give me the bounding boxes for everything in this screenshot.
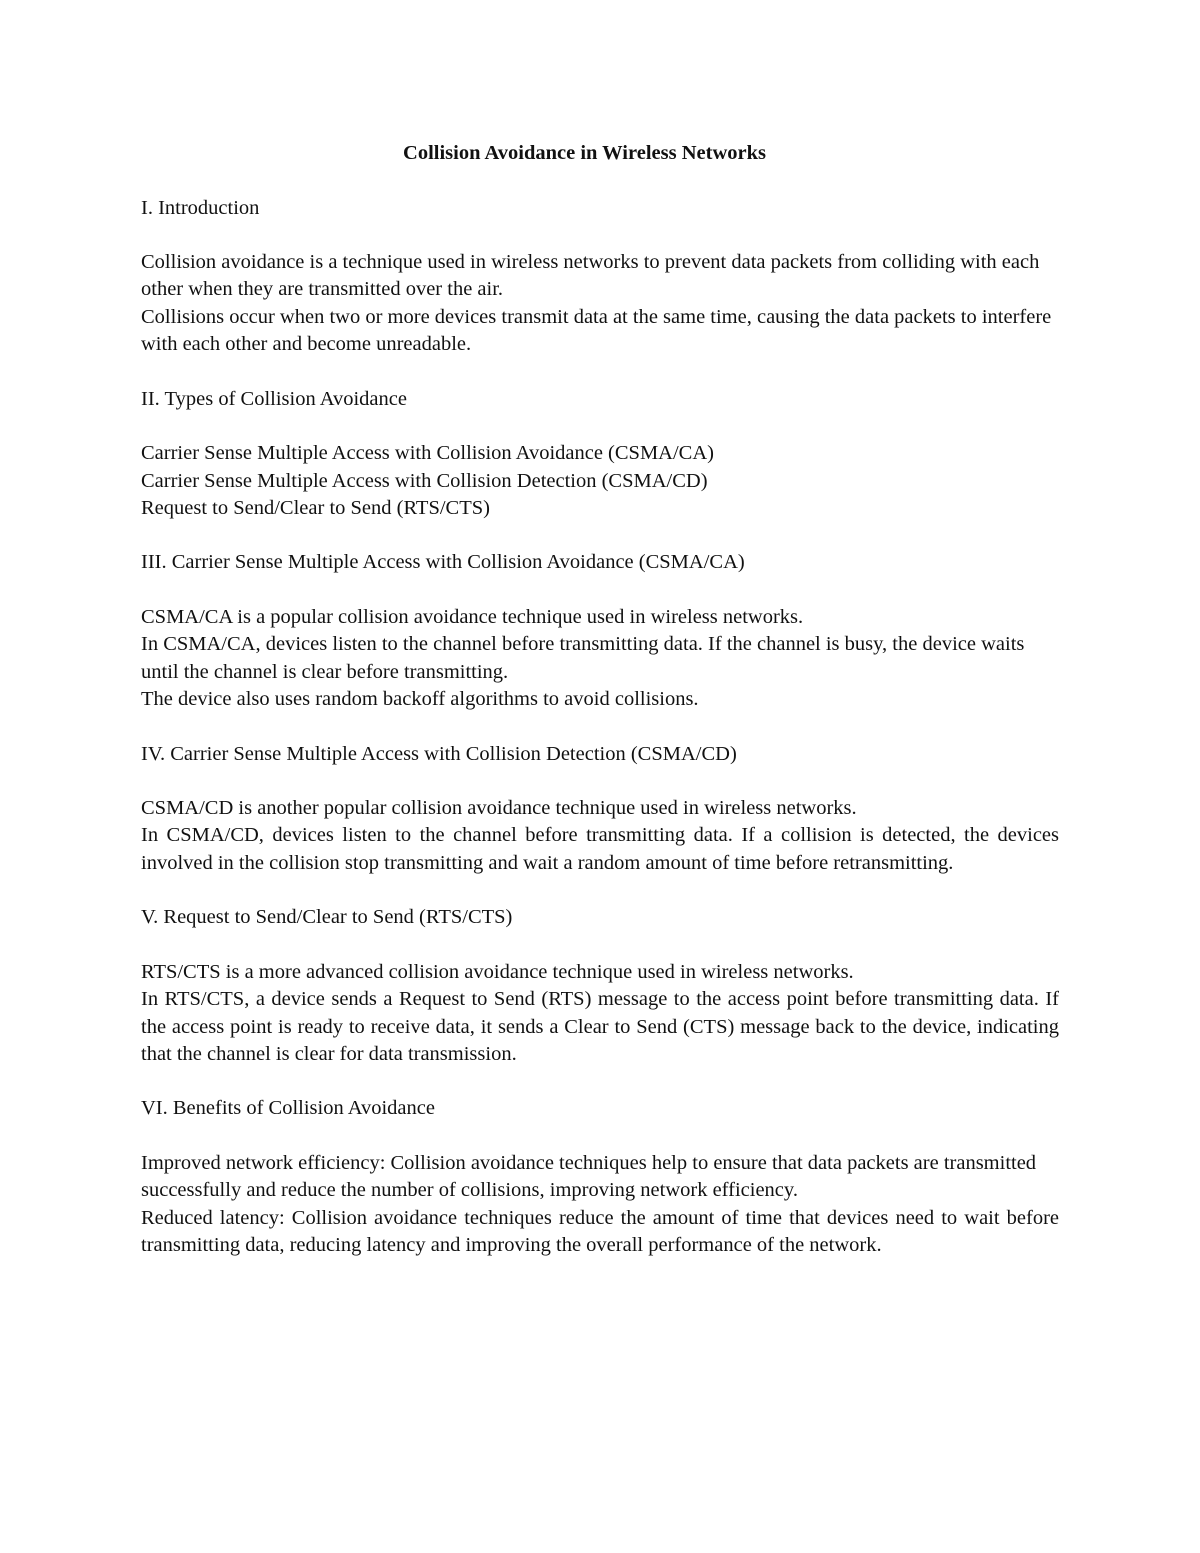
section-body-types (141, 440, 1059, 522)
document-title: Collision Avoidance in Wireless Networks (403, 142, 766, 164)
section-heading-csma-cd: IV. Carrier Sense Multiple Access with Collision Detection (CSMA/CD) (141, 742, 737, 765)
paragraph: Collision avoidance is a technique used in wireless networks to prevent data packets from colliding with each other when they are transmitted over the air. (141, 251, 1040, 301)
paragraph: In CSMA/CD, devices listen to the channel before transmitting data. If a collision is detected, the devices involved in the collision stop transmitting and wait a random amount of time before retransmitting. (141, 824, 1059, 874)
section-heading-types: II. Types of Collision Avoidance (141, 387, 407, 410)
paragraph: In CSMA/CA, devices listen to the channel before transmitting data. If the channel is busy, the device waits until the channel is clear before transmitting. (141, 633, 1025, 683)
section-heading-introduction: I. Introduction (141, 196, 260, 219)
section-body-benefits (141, 1150, 1059, 1259)
section-body-introduction (141, 249, 1059, 358)
list-item: Carrier Sense Multiple Access with Collision Avoidance (CSMA/CA) (141, 442, 714, 465)
paragraph: Improved network efficiency: Collision avoidance techniques help to ensure that data packets are transmitted successfully and reduce the number of collisions, improving network efficiency. (141, 1151, 1037, 1202)
list-item: Carrier Sense Multiple Access with Collision Detection (CSMA/CD) (141, 469, 708, 492)
paragraph: Collisions occur when two or more devices transmit data at the same time, causing the data packets to interfere with each other and become unreadable. (141, 305, 1052, 356)
section-body-csma-ca (141, 604, 1059, 713)
section-heading-benefits: VI. Benefits of Collision Avoidance (141, 1097, 435, 1120)
section-body-csma-cd (141, 795, 1059, 877)
section-heading-csma-ca: III. Carrier Sense Multiple Access with Collision Avoidance (CSMA/CA) (141, 551, 745, 574)
document-body (141, 140, 1059, 1286)
paragraph: The device also uses random backoff algorithms to avoid collisions. (141, 687, 699, 710)
paragraph: CSMA/CD is another popular collision avoidance technique used in wireless networks. (141, 797, 857, 820)
list-item: Request to Send/Clear to Send (RTS/CTS) (141, 496, 490, 519)
paragraph: Reduced latency: Collision avoidance techniques reduce the amount of time that devices need to wait before transmitting data, reducing latency and improving the overall performance of the network. (141, 1206, 1059, 1256)
paragraph: CSMA/CA is a popular collision avoidance technique used in wireless networks. (141, 606, 804, 629)
section-body-rts-cts (141, 959, 1059, 1068)
section-heading-rts-cts: V. Request to Send/Clear to Send (RTS/CTS) (141, 906, 513, 929)
paragraph: RTS/CTS is a more advanced collision avoidance technique used in wireless networks. (141, 960, 854, 983)
paragraph: In RTS/CTS, a device sends a Request to Send (RTS) message to the access point before transmitting data. If the access point is ready to receive data, it sends a Clear to Send (CTS) message back to the device, indicating that the channel is clear for data transmission. (141, 988, 1059, 1065)
